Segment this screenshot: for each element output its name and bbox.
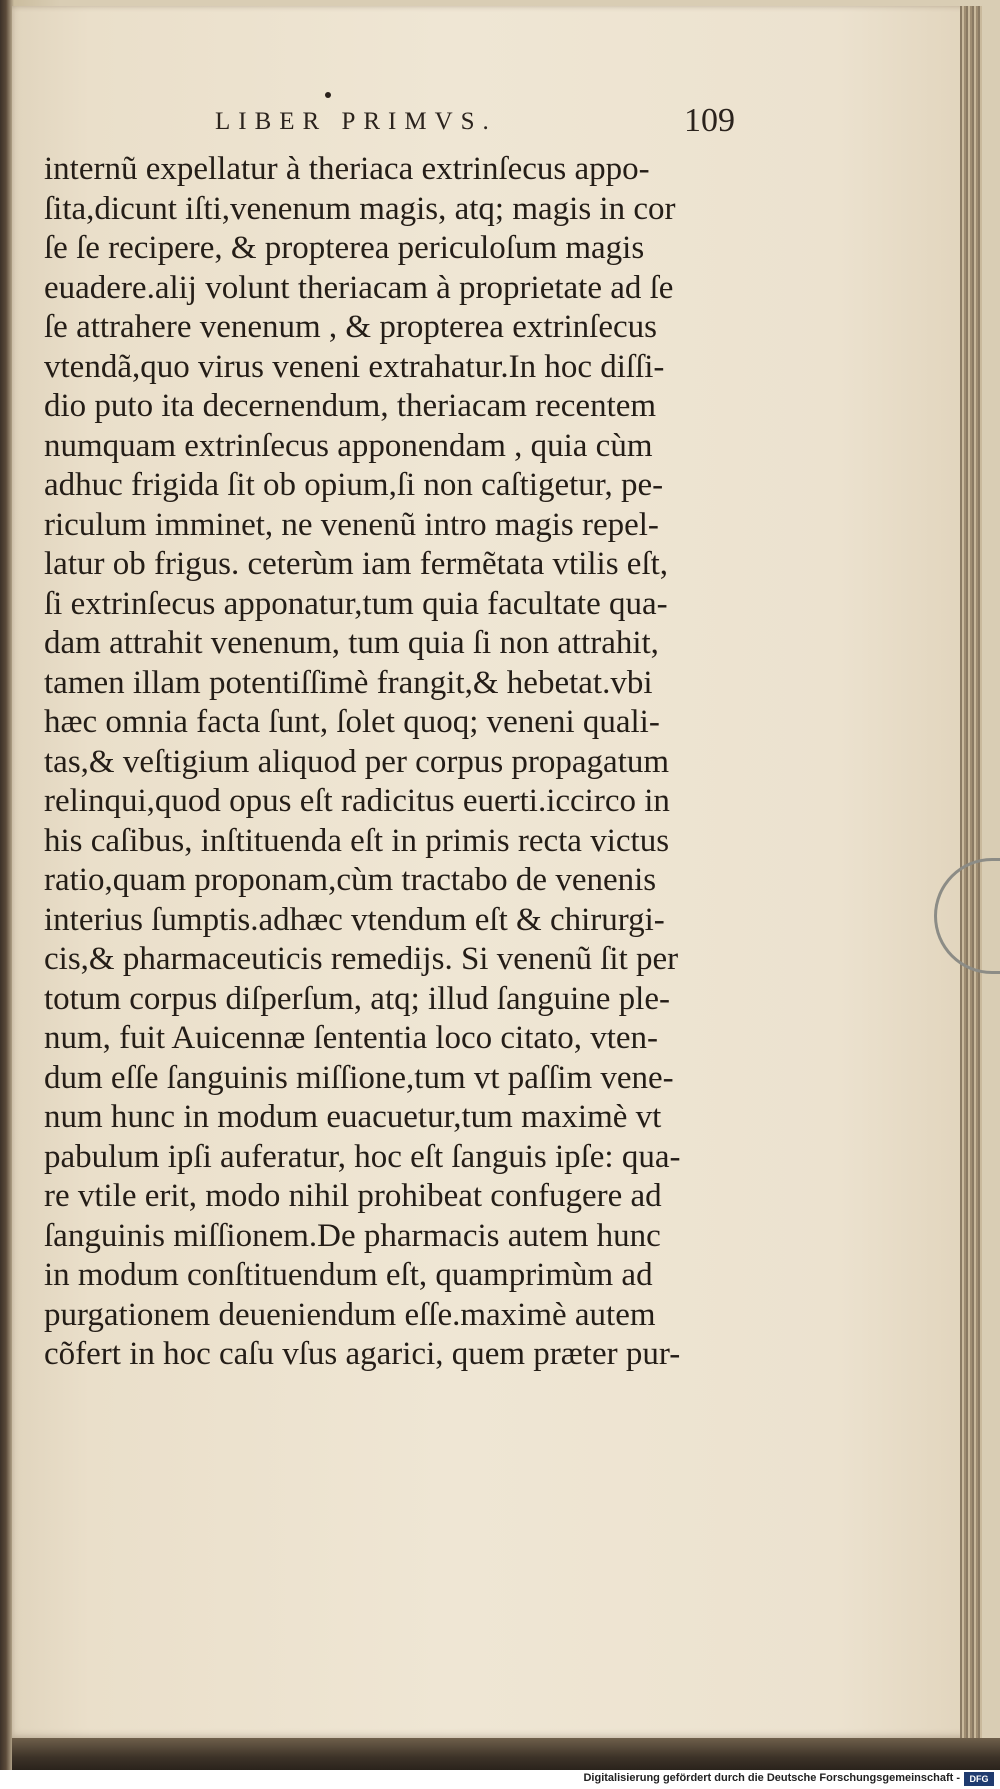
text-line: ratio,quam proponam,cùm tractabo de venenis — [44, 862, 657, 898]
text-line: dum eſſe ſanguinis miſſione,tum vt paſſim vene- — [44, 1059, 674, 1096]
text-line: pabulum ipſi auferatur, hoc eſt ſanguis ipſe: qua- — [44, 1138, 681, 1175]
ornament-dot — [325, 92, 331, 98]
text-line: tamen illam potentiſſimè frangit,& hebetat.vbi — [44, 664, 653, 701]
body-text — [44, 150, 734, 1375]
text-line: dam attrahit venenum, tum quia ſi non attrahit, — [44, 625, 659, 661]
text-line: interius ſumptis.adhæc vtendum eſt & chirurgi- — [44, 901, 665, 938]
text-line: ſe attrahere venenum , & propterea extrinſecus — [44, 309, 657, 345]
text-line: ſi extrinſecus apponatur,tum quia facultate qua- — [44, 585, 668, 622]
text-line: ſe ſe recipere, & propterea periculoſum magis — [44, 230, 645, 266]
dfg-logo: DFG — [964, 1772, 994, 1786]
text-line: adhuc frigida ſit ob opium,ſi non caſtigetur, pe- — [44, 467, 664, 503]
text-line: purgationem deueniendum eſſe.maximè autem — [44, 1296, 656, 1333]
text-line: num hunc in modum euacuetur,tum maximè vt — [44, 1099, 662, 1135]
page-bottom-edge — [12, 1738, 1000, 1770]
text-line: euadere.alij volunt theriacam à proprietate ad ſe — [44, 269, 674, 306]
page-header — [215, 104, 735, 144]
text-line: ſanguinis miſſionem.De pharmacis autem hunc — [44, 1217, 661, 1254]
text-line: vtendã,quo virus veneni extrahatur.In hoc diſſi- — [44, 348, 665, 385]
footer-credit: Digitalisierung gefördert durch die Deutsche Forschungsgemeinschaft - — [583, 1772, 960, 1784]
text-line: latur ob frigus. ceterùm iam fermẽtata vtilis eſt, — [44, 546, 669, 582]
text-line: dio puto ita decernendum, theriacam recentem — [44, 388, 657, 424]
text-line: riculum imminet, ne venenũ intro magis repel- — [44, 506, 659, 543]
text-line: hæc omnia facta ſunt, ſolet quoq; veneni quali- — [44, 704, 660, 740]
running-head: LIBER PRIMVS. — [215, 108, 497, 135]
page-number: 109 — [684, 102, 735, 139]
digitization-footer — [0, 1770, 1000, 1789]
text-line: in modum conſtituendum eſt, quamprimùm ad — [44, 1257, 653, 1293]
text-line: numquam extrinſecus apponendam , quia cùm — [44, 427, 653, 464]
text-line: totum corpus diſperſum, atq; illud ſanguine ple- — [44, 980, 670, 1017]
text-line: ſita,dicunt iſti,venenum magis, atq; magis in cor — [44, 190, 676, 227]
text-line: num, fuit Auicennæ ſententia loco citato, vten- — [44, 1020, 659, 1056]
text-line: his caſibus, inſtituenda eſt in primis recta victus — [44, 822, 670, 859]
text-line: tas,& veſtigium aliquod per corpus propagatum — [44, 743, 670, 780]
text-line: internũ expellatur à theriaca extrinſecus appo- — [44, 151, 650, 187]
text-line: relinqui,quod opus eſt radicitus euerti.iccirco in — [44, 783, 670, 819]
text-line: cõfert in hoc caſu vſus agarici, quem præter pur- — [44, 1336, 681, 1372]
text-line: cis,& pharmaceuticis remedijs. Si venenũ ſit per — [44, 941, 679, 977]
text-line: re vtile erit, modo nihil prohibeat confugere ad — [44, 1178, 662, 1214]
